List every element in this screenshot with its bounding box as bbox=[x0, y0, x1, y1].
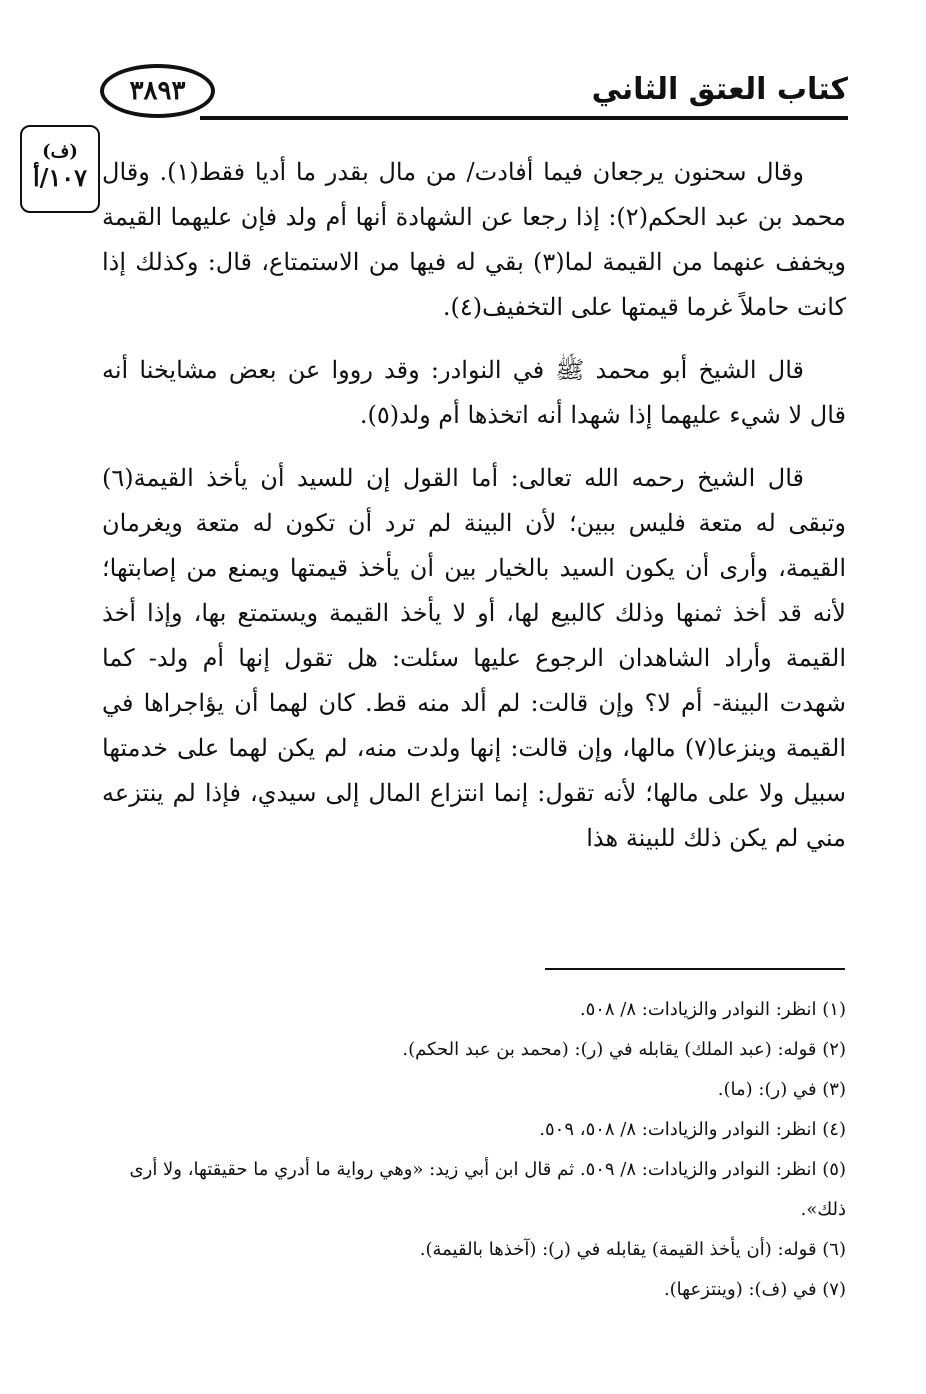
footnote: (٢) قوله: (عبد الملك) يقابله في (ر): (محمد بن عبد الحكم). bbox=[402, 1039, 846, 1060]
margin-reference-box bbox=[20, 125, 100, 213]
footnote: (٥) انظر: النوادر والزيادات: ٨/ ٥٠٩. ثم قال ابن أبي زيد: «وهي رواية ما أدري ما حقيقتها، ولا أرى ذلك». bbox=[129, 1159, 846, 1220]
footnote: (٦) قوله: (أن يأخذ القيمة) يقابله في (ر): (آخذها بالقيمة). bbox=[419, 1239, 846, 1260]
main-text bbox=[102, 150, 846, 879]
footnote: (٣) في (ر): (ما). bbox=[717, 1079, 846, 1100]
page-header-title: كتاب العتق الثاني bbox=[591, 72, 848, 107]
paragraph: وقال سحنون يرجعان فيما أفادت/ من مال بقدر ما أديا فقط(١). وقال محمد بن عبد الحكم(٢): إذا رجعا عن الشهادة أنها أم ولد فإن عليهما القيمة ويخفف عنهما من القيمة لما(٣) بقي له فيها من الاستمتاع، قال: وكذلك إذا كانت حاملاً غرما قيمتها على التخفيف(٤). bbox=[102, 158, 846, 321]
footnote: (٧) في (ف): (وينتزعها). bbox=[663, 1279, 846, 1300]
footnotes bbox=[102, 990, 846, 1310]
header-rule bbox=[200, 116, 848, 120]
margin-ref-source: (ف) bbox=[42, 141, 78, 162]
footnote-separator bbox=[545, 968, 845, 970]
page-number: ٣٨٩٣ bbox=[100, 64, 215, 118]
paragraph: قال الشيخ رحمه الله تعالى: أما القول إن للسيد أن يأخذ القيمة(٦) وتبقى له متعة فليس ببين؛ لأن البينة لم ترد أن تكون له متعة ويغرمان القيمة، وأرى أن يكون السيد بالخيار بين أن يأخذ قيمتها ويمنع من إصابتها؛ لأنه قد أخذ ثمنها وذلك كالبيع لها، أو لا يأخذ القيمة ويستمتع بها، وإذا أخذ القيمة وأراد الشاهدان الرجوع عليها سئلت: هل تقول إنها أم ولد- كما شهدت البينة- أم لا؟ وإن قالت: لم ألد منه قط. كان لهما أن يؤاجراها في القيمة وينزعا(٧) مالها، وإن قالت: إنها ولدت منه، لم يكن لهما على خدمتها سبيل ولا على مالها؛ لأنه تقول: إنما انتزاع المال إلى سيدي، فإذا لم ينتزعه مني لم يكن ذلك للبينة هذا bbox=[102, 464, 847, 852]
footnote: (١) انظر: النوادر والزيادات: ٨/ ٥٠٨. bbox=[579, 999, 846, 1020]
paragraph: قال الشيخ أبو محمد ﷺ في النوادر: وقد رووا عن بعض مشايخنا أنه قال لا شيء عليهما إذا شهدا أنه اتخذها أم ولد(٥). bbox=[102, 356, 846, 429]
margin-ref-folio: ١٠٧/أ bbox=[32, 163, 88, 192]
footnote: (٤) انظر: النوادر والزيادات: ٨/ ٥٠٨، ٥٠٩. bbox=[539, 1119, 846, 1140]
